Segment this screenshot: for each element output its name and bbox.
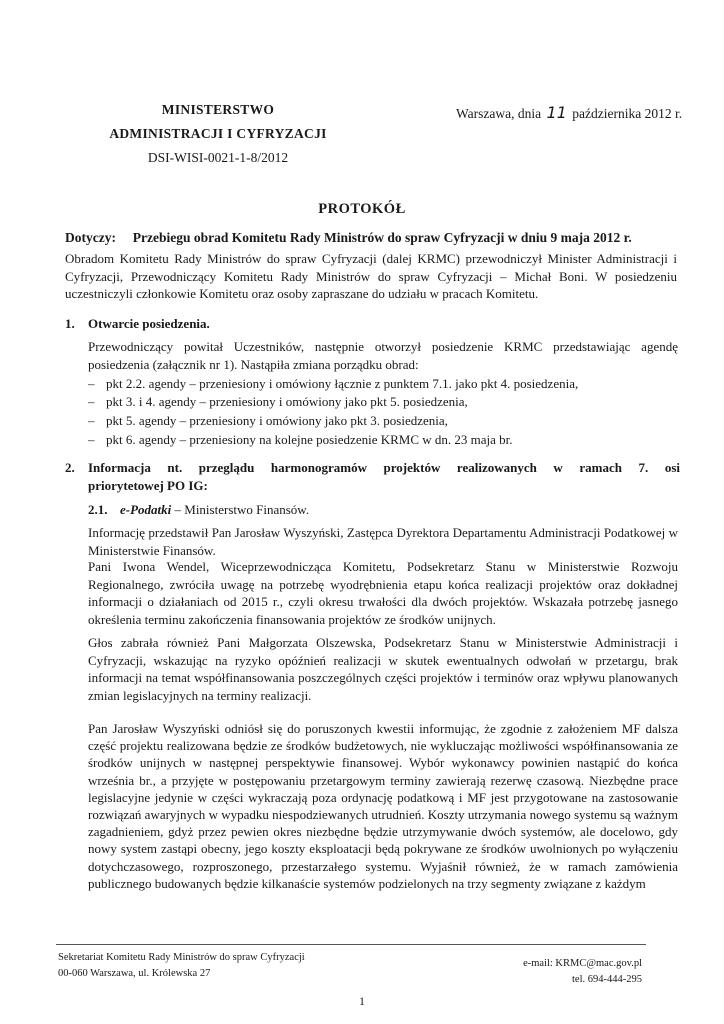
section1-heading: Otwarcie posiedzenia.	[88, 316, 210, 331]
document-title: PROTOKÓŁ	[318, 201, 406, 217]
place-date	[456, 103, 682, 122]
section2-heading: Informacja nt. przeglądu harmonogramów projektów realizowanych w ramach 7. osi	[88, 460, 680, 475]
ministry-name: MINISTERSTWO	[161, 102, 275, 117]
paragraph: Głos zabrała również Pani Małgorzata Olszewska, Podsekretarz Stanu w Ministerstwie Administracji i Cyfryzacji, wskazując na ryzyko opóźnień realizacji w skutek ewentualnych odwołań w przetargu, brak informacji na temat współfinansowania poszczególnych części projektów i terminów oraz wpływu planowanych zmian legislacyjnych na terminy realizacji.	[88, 635, 678, 703]
list-item: – pkt 5. agendy – przeniesiony i omówiony jako pkt 3. posiedzenia,	[88, 413, 448, 428]
place-suffix: października 2012 r.	[572, 106, 683, 121]
section1-paragraph: Przewodniczący powitał Uczestników, następnie otworzył posiedzenie KRMC przedstawiając agendę posiedzenia (załącznik nr 1). Nastąpiła zmiana porządku obrad:	[88, 339, 678, 372]
handwritten-day: 11	[546, 103, 567, 122]
subsection-number: 2.1.	[88, 502, 108, 517]
paragraph: Pani Iwona Wendel, Wiceprzewodnicząca Komitetu, Podsekretarz Stanu w Ministerstwie Rozwoju Regionalnego, zwróciła uwagę na potrzebę wyodrębnienia etapu końca realizacji projektów oraz dokładnej informacji o działaniach od 2015 r., czyli okresu trwałości dla dwóch projektów. Wskazała potrzebę jasnego określenia terminu zakończenia finansowania projektów ze środków unijnych.	[88, 559, 678, 627]
footer-secretariat: Sekretariat Komitetu Rady Ministrów do spraw Cyfryzacji	[58, 952, 305, 963]
list-item: – pkt 6. agendy – przeniesiony na kolejne posiedzenie KRMC w dn. 23 maja br.	[88, 432, 513, 447]
subject-label: Dotyczy:	[65, 230, 116, 245]
footer-divider	[56, 944, 646, 945]
subject-line	[65, 230, 675, 246]
page-number: 1	[359, 994, 365, 1008]
section2-number: 2.	[65, 460, 75, 475]
footer-street: 00-060 Warszawa, ul. Królewska 27	[58, 968, 211, 979]
reference-number: DSI-WISI-0021-1-8/2012	[147, 150, 289, 165]
ministry-header	[78, 98, 358, 170]
subject-text: Przebiegu obrad Komitetu Rady Ministrów do spraw Cyfryzacji w dniu 9 maja 2012 r.	[132, 230, 632, 245]
list-item: – pkt 2.2. agendy – przeniesiony i omówiony łącznie z punktem 7.1. jako pkt 4. posiedzenia,	[88, 376, 579, 391]
place-prefix: Warszawa, dnia	[456, 106, 542, 121]
paragraph: Pan Jarosław Wyszyński odniósł się do poruszonych kwestii informując, że zgodnie z założeniem MF dalsza część projektu realizowana będzie ze środków budżetowych, nie wykluczając możliwości współfinansowania ze środków unijnych w następnej perspektywie finansowej. Wybór wykonawcy powinien nastąpić do końca września br., a przyjęte w postępowaniu przetargowym terminy zawierają rezerwę czasową. Niezbędne prace legislacyjne jedynie w części wykraczają poza ordynację podatkową i MF jest przygotowane na zastosowanie rozwiązań awaryjnych w wypadku niespodziewanych utrudnień. Koszty utrzymania nowego systemu są ważnym zagadnieniem, gdyż przez pewien okres niezbędne będzie utrzymywanie dwóch systemów, ale docelowo, gdy nowy system zastąpi obecny, jego koszty eksploatacji będą pokrywane ze środków uwolnionych po wyłączeniu dotychczasowego, rozproszonego, przestarzałego systemu. Wyjaśnił również, że w ramach zamówienia publicznego budowanych będzie kilkanaście systemów podzielonych na trzy segmenty związane z każdym	[88, 721, 678, 891]
subsection-title: e-Podatki	[120, 502, 172, 517]
list-item: – pkt 3. i 4. agendy – przeniesiony i omówiony jako pkt 5. posiedzenia,	[88, 394, 468, 409]
subsection-2-1	[88, 502, 309, 518]
intro-paragraph: Obradom Komitetu Rady Ministrów do spraw Cyfryzacji (dalej KRMC) przewodniczył Minister Administracji i Cyfryzacji, Przewodniczący Komitetu Rady Ministrów do spraw Cyfryzacji – Michał Boni. W posiedzeniu uczestniczyli członkowie Komitetu oraz osoby zapraszane do udziału w pracach Komitetu.	[65, 251, 677, 301]
subsection-rest: – Ministerstwo Finansów.	[171, 502, 310, 517]
section1-number: 1.	[65, 316, 75, 331]
footer-phone: tel. 694-444-295	[572, 974, 642, 985]
footer-address	[58, 950, 305, 982]
paragraph: Informację przedstawił Pan Jarosław Wyszyński, Zastępca Dyrektora Departamentu Administracji Podatkowej w Ministerstwie Finansów.	[88, 525, 678, 558]
ministry-name-line2: ADMINISTRACJI I CYFRYZACJI	[109, 126, 327, 141]
footer-contact	[504, 956, 642, 988]
footer-email: e-mail: KRMC@mac.gov.pl	[523, 958, 642, 969]
section2-heading-line2: priorytetowej PO IG:	[88, 478, 208, 493]
